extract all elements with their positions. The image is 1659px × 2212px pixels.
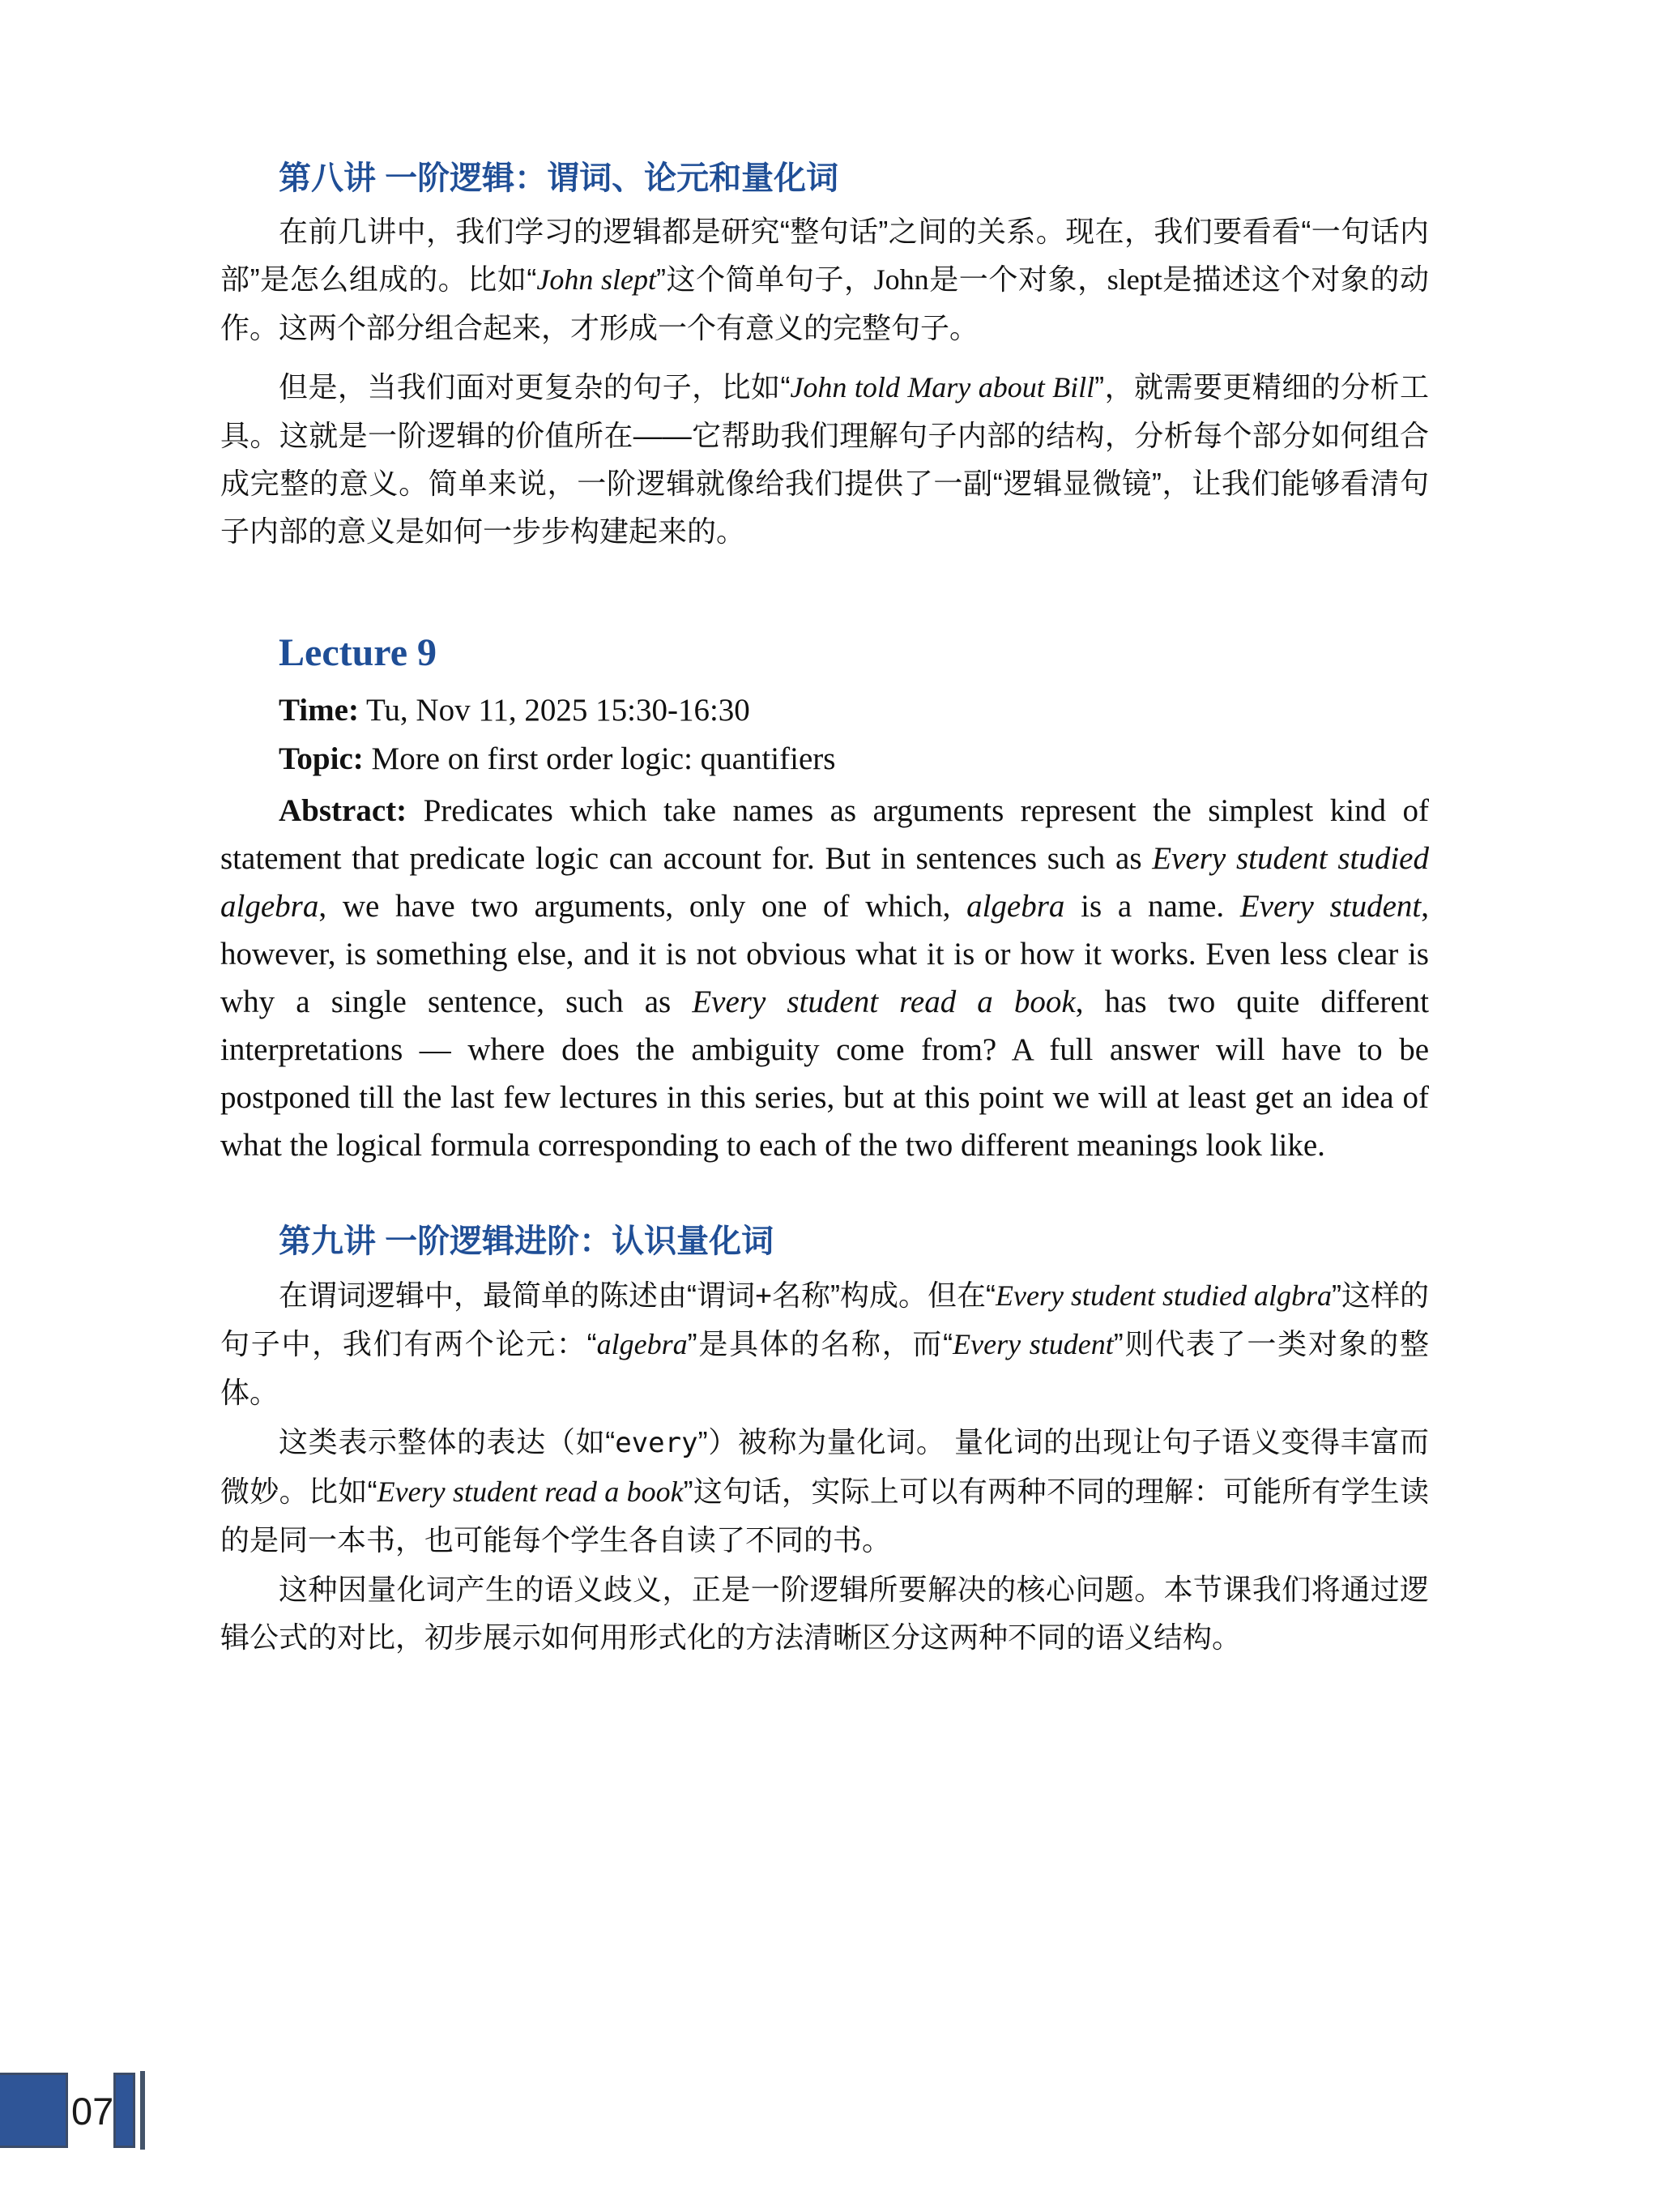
italic-english-run: algebra [966,889,1065,924]
italic-english-run: Every student read a book [692,984,1076,1019]
paragraph-lecture8-1 [220,207,1429,352]
time-label: Time: [279,693,359,728]
abstract-label: Abstract: [279,793,407,828]
italic-english-run: John slept [536,263,656,296]
italic-english-run: John told Mary about Bill [790,371,1095,404]
english-run: slept [1107,263,1162,296]
italic-english-run: Every student studied algbra [996,1279,1332,1312]
lecture9-title: Lecture 9 [279,631,437,674]
text-run: 是描述这个对象的动作。这两个部分组合起来，才形成一个有意义的完整句子。 [220,263,1429,344]
footer-accent-line [140,2071,145,2150]
paragraph-lecture9-3 [220,1565,1429,1661]
section-heading-lecture8: 第八讲 一阶逻辑：谓词、论元和量化词 [279,160,839,196]
text-run: ”这个简单句子， [655,263,874,296]
italic-english-run: Every student [953,1328,1114,1360]
text-run: 但是，当我们面对更复杂的句子，比如“ [279,370,791,404]
italic-english-run: Every student studied algebra [220,841,1429,924]
time-value: Tu, Nov 11, 2025 15:30-16:30 [358,693,750,728]
english-run: John [873,263,929,296]
monospace-english-run: every [615,1427,698,1459]
paragraph-lecture9-2 [220,1418,1429,1564]
text-run: 是一个对象， [928,263,1107,296]
text-run: , however, is something else, and it is not obvious what it is or how it works. Even less clear is why a single sentence, such as [220,889,1430,1019]
topic-row [220,735,1429,784]
topic-label: Topic: [279,741,364,776]
abstract-paragraph [220,787,1429,1169]
text-run: is a name. [1064,889,1240,924]
italic-english-run: algebra [596,1328,688,1360]
footer-accent-bar [113,2073,135,2148]
text-run: ”）被称为量化词。 量化词的出现让句子语义变得丰富而微妙。比如“ [220,1425,1429,1508]
text-run: ”这句话，实际上可以有两种不同的理解：可能所有学生读的是同一本书，也可能每个学生各自读了不同的书。 [220,1475,1429,1557]
text-run: 在谓词逻辑中，最简单的陈述由“谓词+名称”构成。但在“ [279,1279,996,1312]
text-run: , we have two arguments, only one of which, [318,889,967,924]
text-run: 在前几讲中，我们学习的逻辑都是研究“整句话”之间的关系。现在，我们要看看“一句话内部”是怎么组成的。比如“ [220,215,1429,296]
section-heading-lecture9: 第九讲 一阶逻辑进阶：认识量化词 [279,1223,774,1259]
page-content [220,0,1429,1661]
footer-accent-square [0,2073,68,2148]
text-run: 这种因量化词产生的语义歧义，正是一阶逻辑所要解决的核心问题。本节课我们将通过逻辑公式的对比，初步展示如何用形式化的方法清晰区分这两种不同的语义结构。 [220,1573,1429,1654]
italic-english-run: Every student [1239,889,1422,924]
text-run: Predicates which take names as arguments represent the simplest kind of statement that predicate logic can account for. But in sentences such as [220,793,1429,876]
time-row [220,686,1429,735]
text-run: , has two quite different interpretations — where does the ambiguity come from? A full answer will have to be postponed till the last few lectures in this series, but at this point we will at least get an idea of what the logical formula corresponding to each of the two different meanings look like. [220,984,1429,1163]
italic-english-run: Every student read a book [377,1475,684,1508]
page-number: 07 [71,2090,114,2133]
text-run: ”是具体的名称，而“ [687,1327,953,1360]
topic-value: More on first order logic: quantifiers [363,741,836,776]
paragraph-lecture8-2 [220,363,1429,555]
text-run: 这类表示整体的表达（如“ [279,1425,616,1458]
text-run: ”这样的句子中，我们有两个论元：“ [220,1279,1429,1360]
text-run: ”，就需要更精细的分析工具。这就是一阶逻辑的价值所在——它帮助我们理解句子内部的结构，分析每个部分如何组合成完整的意义。简单来说，一阶逻辑就像给我们提供了一副“逻辑显微镜”，让我们能够看清句子内部的意义是如何一步步构建起来的。 [220,370,1429,548]
paragraph-lecture9-1 [220,1271,1429,1416]
text-run: ”则代表了一类对象的整体。 [220,1327,1429,1409]
